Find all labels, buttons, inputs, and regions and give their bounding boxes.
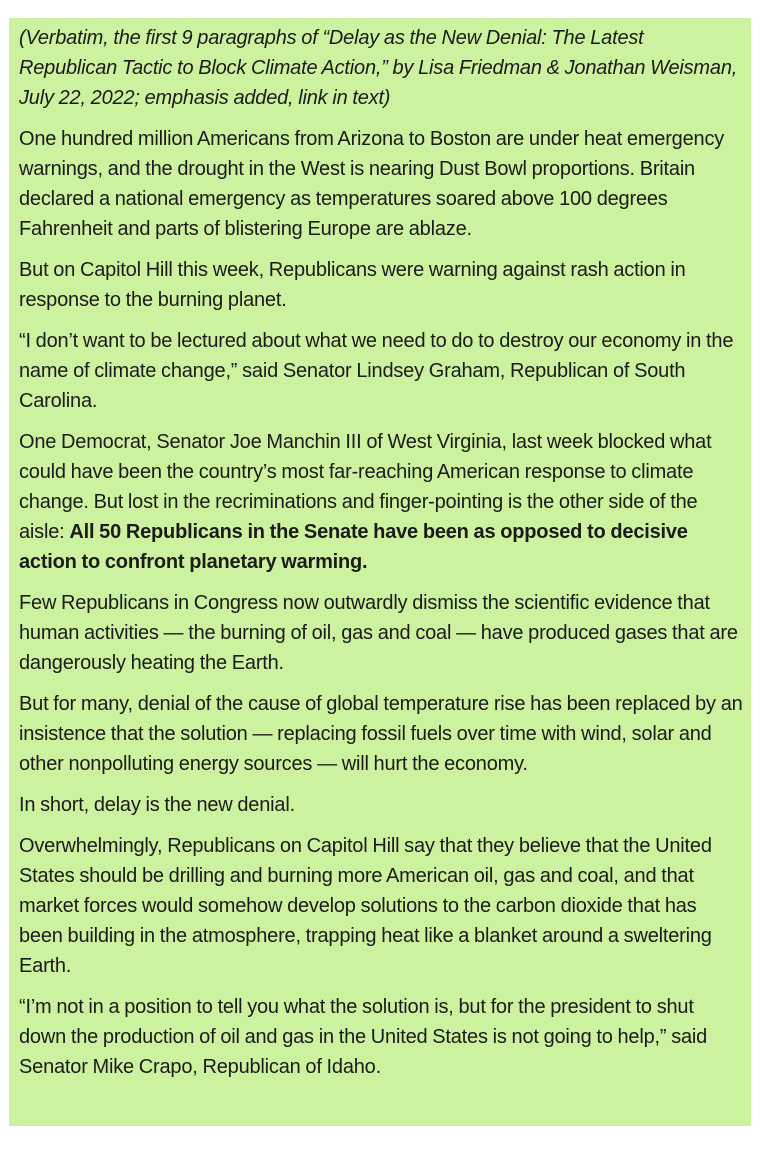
paragraph	[19, 326, 743, 416]
paragraph	[19, 427, 743, 577]
paragraph	[19, 689, 743, 779]
paragraph	[19, 992, 743, 1082]
bold-emphasis-text: All 50 Republicans in the Senate have been as opposed to decisive action to confront planetary warming.	[19, 521, 688, 573]
paragraph-text: “I’m not in a position to tell you what the solution is, but for the president to shut down the production of oil and gas in the United States is not going to help,” said Senator Mike Crapo, Republican of Idaho.	[19, 996, 708, 1078]
paragraph-text: But for many, denial of the cause of global temperature rise has been replaced by an insistence that the solution — replacing fossil fuels over time with wind, solar and other nonpolluting energy sources — will hurt the economy.	[19, 693, 743, 775]
paragraph-text: One Democrat, Senator Joe Manchin III of West Virginia, last week blocked what could have been the country’s most far-reaching American response to climate change. But lost in the recriminations and finger-pointing is the other side of the aisle:	[19, 431, 712, 543]
paragraph	[19, 255, 743, 315]
attribution-text: (Verbatim, the first 9 paragraphs of “Delay as the New Denial: The Latest Republican Tactic to Block Climate Action,” by Lisa Friedman & Jonathan Weisman, July 22, 2022; emphasis added, link in text)	[19, 27, 738, 109]
paragraph-text: Few Republicans in Congress now outwardly dismiss the scientific evidence that human activities — the burning of oil, gas and coal — have produced gases that are dangerously heating the Earth.	[19, 592, 738, 674]
paragraph	[19, 790, 743, 820]
article-excerpt-panel	[9, 18, 751, 1126]
paragraph-text: Overwhelmingly, Republicans on Capitol Hill say that they believe that the United States should be drilling and burning more American oil, gas and coal, and that market forces would somehow develop solutions to the carbon dioxide that has been building in the atmosphere, trapping heat like a blanket around a sweltering Earth.	[19, 835, 712, 977]
attribution-note	[19, 23, 743, 113]
paragraph-text: In short, delay is the new denial.	[19, 794, 295, 816]
paragraph	[19, 831, 743, 981]
paragraph-text: One hundred million Americans from Arizona to Boston are under heat emergency warnings, and the drought in the West is nearing Dust Bowl proportions. Britain declared a national emergency as temperatures soared above 100 degrees Fahrenheit and parts of blistering Europe are ablaze.	[19, 128, 725, 240]
paragraph-text: But on Capitol Hill this week, Republicans were warning against rash action in response to the burning planet.	[19, 259, 686, 311]
paragraph	[19, 588, 743, 678]
paragraph	[19, 124, 743, 244]
paragraph-text: “I don’t want to be lectured about what we need to do to destroy our economy in the name of climate change,” said Senator Lindsey Graham, Republican of South Carolina.	[19, 330, 734, 412]
